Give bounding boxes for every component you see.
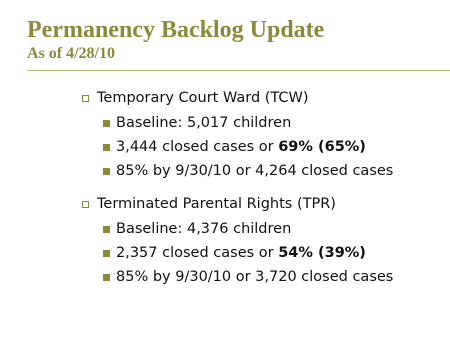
bullet-item-emphasis: 69% (65%): [278, 139, 366, 155]
slide-title: Permanency Backlog Update: [27, 17, 325, 43]
filled-square-bullet-icon: [103, 120, 110, 127]
filled-square-bullet-icon: [103, 168, 110, 175]
section-heading: Temporary Court Ward (TCW): [97, 90, 309, 106]
bullet-item: [116, 138, 366, 156]
bullet-item: Baseline: 4,376 children: [116, 221, 292, 237]
bullet-item-text: 2,357 closed cases or: [116, 245, 279, 261]
title-divider: [27, 70, 450, 71]
hollow-square-bullet-icon: [82, 201, 89, 208]
bullet-item: 85% by 9/30/10 or 3,720 closed cases: [116, 269, 394, 285]
bullet-item: 85% by 9/30/10 or 4,264 closed cases: [116, 163, 394, 179]
slide-subtitle: As of 4/28/10: [27, 45, 115, 62]
bullet-item: Baseline: 5,017 children: [116, 115, 292, 131]
section-heading: Terminated Parental Rights (TPR): [97, 196, 336, 212]
bullet-item: [116, 244, 366, 262]
filled-square-bullet-icon: [103, 250, 110, 257]
filled-square-bullet-icon: [103, 226, 110, 233]
filled-square-bullet-icon: [103, 274, 110, 281]
hollow-square-bullet-icon: [82, 95, 89, 102]
bullet-item-text: 3,444 closed cases or: [116, 139, 279, 155]
filled-square-bullet-icon: [103, 144, 110, 151]
bullet-item-emphasis: 54% (39%): [278, 245, 366, 261]
